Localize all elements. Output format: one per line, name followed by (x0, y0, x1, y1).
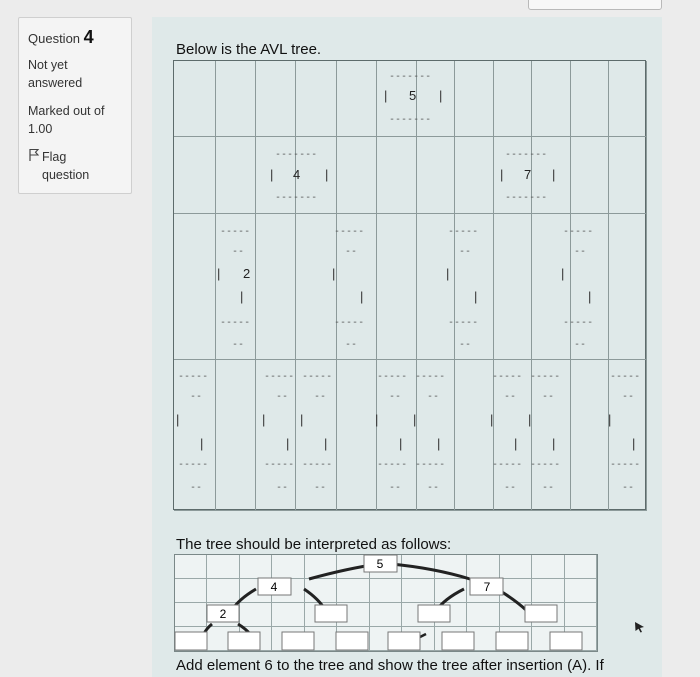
empty-node-bar: | (332, 266, 336, 281)
avl-grid-cell (256, 214, 296, 360)
empty-node-dash: ----- (178, 371, 209, 382)
avl-grid-cell (337, 360, 377, 511)
question-info-panel (18, 17, 132, 194)
node-4-value: 4 (293, 167, 301, 182)
root-bar-left: | (384, 88, 388, 103)
node-4-bar-right: | (325, 167, 329, 182)
empty-node-dash: ----- (302, 459, 333, 470)
avl-grid-cell (337, 61, 377, 137)
empty-node-dash: -- (574, 339, 587, 350)
flag-icon (28, 148, 40, 162)
interpretation-text: The tree should be interpreted as follows: (176, 536, 452, 553)
empty-node-dash: ----- (302, 371, 333, 382)
node-2-dash-low: -- (232, 339, 245, 350)
empty-node-dash: -- (427, 391, 440, 402)
status-line-1: Not yet (28, 58, 68, 72)
empty-node-dash: ----- (264, 371, 295, 382)
empty-node-dash: -- (389, 391, 402, 402)
empty-node-dash: ----- (264, 459, 295, 470)
empty-node-dash: -- (459, 246, 472, 257)
question-number: 4 (83, 27, 94, 47)
empty-node-bar: | (608, 412, 612, 427)
node-2-dash-bottom: ----- (220, 317, 251, 328)
empty-node-dash: ----- (448, 226, 479, 237)
empty-node-bar: | (588, 289, 592, 304)
empty-node-dash: -- (504, 482, 517, 493)
empty-node-bar: | (561, 266, 565, 281)
empty-node-dash: -- (276, 391, 289, 402)
avl-grid-cell (174, 137, 216, 214)
empty-node-dash: ----- (448, 317, 479, 328)
interp-node-2-value: 2 (219, 607, 227, 621)
empty-node-dash: ----- (377, 459, 408, 470)
avl-grid-cell (455, 137, 494, 214)
node-2-value: 2 (243, 266, 251, 281)
node-2-dash-mid: -- (232, 246, 245, 257)
question-marks (28, 102, 131, 138)
marks-line-2: 1.00 (28, 122, 53, 136)
empty-node-dash: ----- (530, 459, 561, 470)
empty-node-dash: -- (345, 339, 358, 350)
empty-node-dash: -- (504, 391, 517, 402)
avl-grid-cell (609, 61, 647, 137)
empty-node-dash: -- (314, 391, 327, 402)
avl-grid-cell (571, 360, 612, 511)
empty-node-dash: ----- (178, 459, 209, 470)
avl-grid-cell (377, 214, 417, 360)
empty-node-bar: | (375, 412, 379, 427)
empty-node-dash: ----- (530, 371, 561, 382)
empty-node-dash: ----- (377, 371, 408, 382)
empty-node-dash: -- (314, 482, 327, 493)
avl-grid-cell (455, 360, 494, 511)
flag-line-1: Flag (42, 150, 67, 164)
empty-node-bar: | (324, 436, 328, 451)
empty-node-dash: -- (389, 482, 402, 493)
empty-node-bar: | (490, 412, 494, 427)
edge-5-7 (391, 564, 470, 579)
question-title (28, 27, 131, 48)
empty-node-bar: | (300, 412, 304, 427)
node-7-dash-top: ------- (505, 149, 548, 160)
node-7-bar-right: | (552, 167, 556, 182)
node-4-bar-left: | (270, 167, 274, 182)
avl-grid-cell (296, 214, 337, 360)
empty-node-bar: | (474, 289, 478, 304)
empty-node-bar: | (176, 412, 180, 427)
node-4-dash-top: ------- (275, 149, 318, 160)
avl-grid-cell (609, 137, 647, 214)
empty-node-dash: -- (190, 482, 203, 493)
node-2-bar-right: | (240, 289, 244, 304)
avl-grid-cell (494, 214, 532, 360)
avl-grid-cell (174, 61, 216, 137)
question-instruction-text: Add element 6 to the tree and show the tree after insertion (A). If (176, 657, 604, 674)
empty-node-dash: ----- (610, 371, 641, 382)
avl-grid-cell (609, 214, 647, 360)
avl-grid-cell (417, 137, 455, 214)
interpretation-tree-diagram (174, 554, 598, 652)
empty-node-dash: ----- (334, 317, 365, 328)
empty-node-dash: -- (459, 339, 472, 350)
empty-node-dash: -- (622, 482, 635, 493)
empty-node-dash: ----- (610, 459, 641, 470)
avl-grid-cell (494, 61, 532, 137)
empty-node-dash: -- (542, 391, 555, 402)
top-navigation-button[interactable] (528, 0, 662, 10)
empty-node-bar: | (437, 436, 441, 451)
empty-node-dash: ----- (415, 371, 446, 382)
avl-grid-cell (216, 61, 256, 137)
empty-node-dash: ----- (492, 459, 523, 470)
question-content (152, 17, 662, 677)
avl-grid-cell (256, 61, 296, 137)
mouse-cursor-icon (632, 620, 648, 634)
interp-root-value: 5 (376, 557, 384, 571)
root-dash-bottom: ------- (389, 114, 432, 125)
empty-node-dash: -- (190, 391, 203, 402)
root-dash-top: ------- (389, 71, 432, 82)
empty-node-dash: -- (427, 482, 440, 493)
avl-grid-cell (216, 137, 256, 214)
flag-line-2: question (42, 168, 90, 182)
empty-node-bar: | (446, 266, 450, 281)
avl-grid-cell (337, 137, 377, 214)
empty-node-bar: | (514, 436, 518, 451)
avl-grid-cell (216, 360, 256, 511)
empty-node-bar: | (413, 412, 417, 427)
empty-node-bar: | (528, 412, 532, 427)
node-2-dash-top: ----- (220, 226, 251, 237)
empty-node-dash: -- (622, 391, 635, 402)
node-7-value: 7 (524, 167, 532, 182)
avl-grid-cell (455, 61, 494, 137)
empty-node-dash: ----- (563, 226, 594, 237)
node-7-bar-left: | (500, 167, 504, 182)
empty-node-dash: -- (345, 246, 358, 257)
avl-grid-cell (174, 214, 216, 360)
empty-node-dash: ----- (492, 371, 523, 382)
interp-node-4-value: 4 (270, 580, 278, 594)
root-bar-right: | (439, 88, 443, 103)
node-2-bar-left: | (217, 266, 221, 281)
node-7-dash-bottom: ------- (505, 192, 548, 203)
node-4-dash-bottom: ------- (275, 192, 318, 203)
avl-grid-cell (296, 61, 337, 137)
empty-node-bar: | (200, 436, 204, 451)
empty-node-dash: ----- (563, 317, 594, 328)
interp-node-7-value: 7 (483, 580, 491, 594)
avl-grid-cell (571, 137, 609, 214)
empty-node-bar: | (262, 412, 266, 427)
intro-text: Below is the AVL tree. (176, 41, 322, 58)
empty-node-bar: | (632, 436, 636, 451)
empty-node-dash: -- (276, 482, 289, 493)
empty-node-dash: -- (542, 482, 555, 493)
question-status (28, 56, 131, 92)
status-line-2: answered (28, 76, 83, 90)
empty-node-dash: ----- (415, 459, 446, 470)
empty-node-dash: ----- (334, 226, 365, 237)
root-value: 5 (409, 88, 417, 103)
empty-node-bar: | (286, 436, 290, 451)
avl-tree-table (173, 60, 646, 510)
empty-node-dash: -- (574, 246, 587, 257)
avl-grid-cell (377, 137, 417, 214)
empty-node-bar: | (552, 436, 556, 451)
question-label: Question (28, 31, 81, 46)
empty-node-bar: | (360, 289, 364, 304)
avl-grid-cell (532, 61, 571, 137)
avl-grid-cell (571, 61, 609, 137)
flag-question-link[interactable] (28, 148, 131, 184)
empty-node-bar: | (399, 436, 403, 451)
marks-line-1: Marked out of (28, 104, 105, 118)
